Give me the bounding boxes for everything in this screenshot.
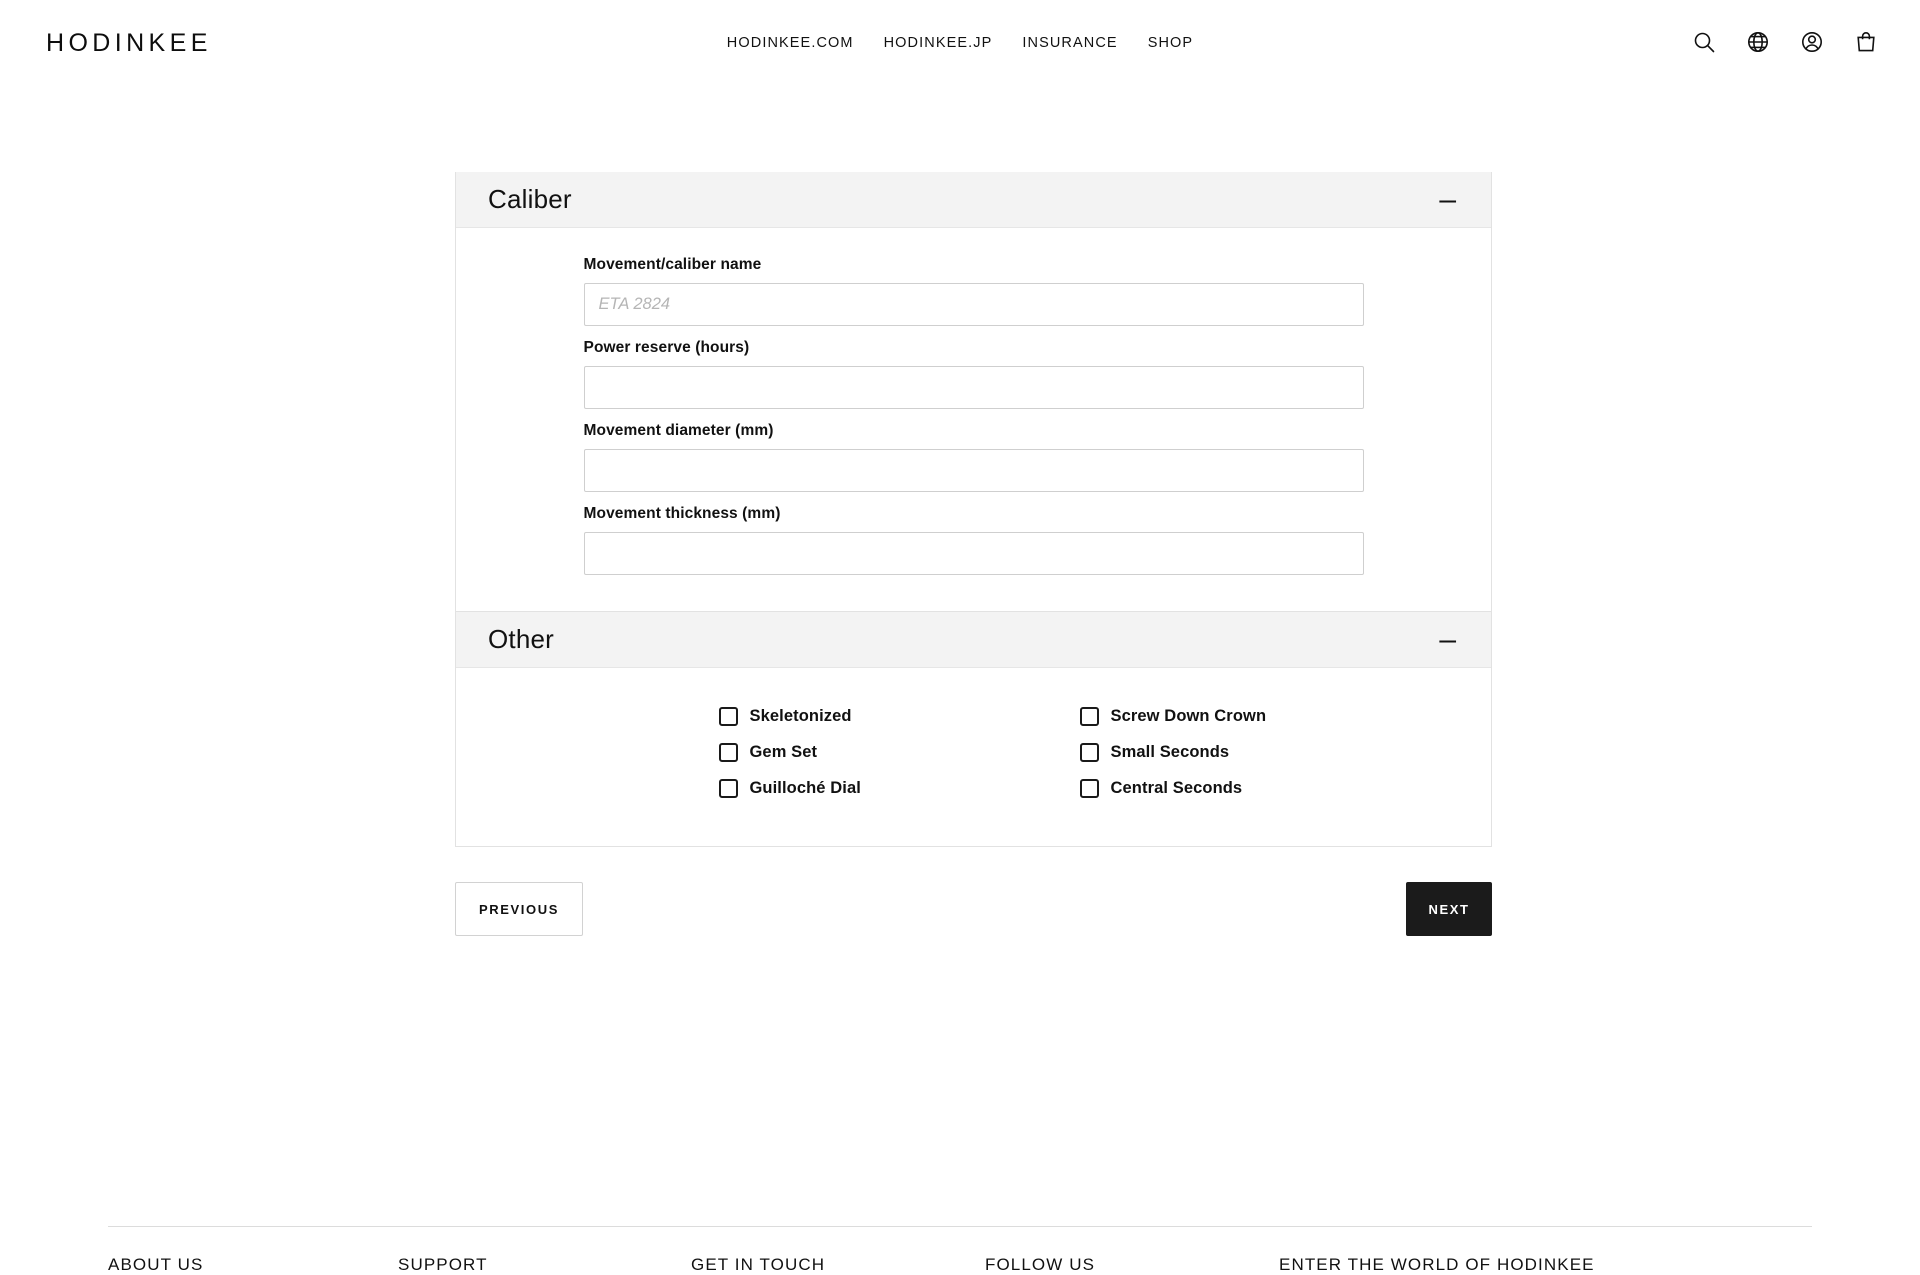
other-options-grid	[584, 696, 1364, 810]
input-movement-caliber-name[interactable]	[584, 283, 1364, 326]
watch-details-form	[455, 172, 1492, 936]
brand-logo[interactable]: HODINKEE	[46, 28, 212, 57]
site-header	[0, 0, 1920, 86]
site-footer	[0, 1226, 1920, 1275]
checkbox-label-skeletonized: Skeletonized	[749, 706, 852, 725]
checkbox-screw-down-crown[interactable]	[1080, 702, 1364, 730]
previous-button[interactable]: PREVIOUS	[455, 882, 583, 936]
checkbox-central-seconds[interactable]	[1080, 774, 1364, 802]
footer-heading-follow-us[interactable]: FOLLOW US	[985, 1255, 1096, 1274]
checkbox-skeletonized[interactable]	[719, 702, 974, 730]
input-movement-thickness[interactable]	[584, 532, 1364, 575]
other-options-left-column	[584, 702, 974, 810]
section-other	[455, 612, 1492, 847]
footer-divider	[108, 1226, 1812, 1227]
search-icon[interactable]	[1692, 30, 1718, 56]
checkbox-box-screw-down-crown[interactable]	[1080, 707, 1099, 726]
checkbox-box-small-seconds[interactable]	[1080, 743, 1099, 762]
field-movement-thickness	[584, 505, 1364, 575]
next-button[interactable]: NEXT	[1406, 882, 1492, 936]
checkbox-gem-set[interactable]	[719, 738, 974, 766]
footer-heading-support[interactable]: SUPPORT	[398, 1255, 488, 1274]
footer-columns	[108, 1255, 1812, 1275]
field-movement-diameter	[584, 422, 1364, 492]
section-body-other	[456, 668, 1491, 846]
label-movement-thickness: Movement thickness (mm)	[583, 505, 781, 522]
section-title-other: Other	[488, 624, 555, 654]
checkbox-label-small-seconds: Small Seconds	[1110, 742, 1230, 761]
nav-item-hodinkee-jp[interactable]: HODINKEE.JP	[883, 35, 993, 51]
section-header-other[interactable]	[456, 612, 1491, 668]
section-title-caliber: Caliber	[488, 184, 572, 214]
footer-heading-get-in-touch[interactable]: GET IN TOUCH	[691, 1255, 826, 1274]
checkbox-box-gem-set[interactable]	[719, 743, 738, 762]
collapse-toggle-caliber-icon[interactable]: –	[1439, 182, 1456, 216]
footer-heading-enter-the-world-of-hodinkee[interactable]: ENTER THE WORLD OF HODINKEE	[1279, 1255, 1595, 1274]
nav-item-insurance[interactable]: INSURANCE	[1022, 35, 1118, 51]
footer-heading-about-us[interactable]: ABOUT US	[108, 1255, 204, 1274]
globe-icon[interactable]	[1746, 30, 1772, 56]
checkbox-box-guilloche-dial[interactable]	[719, 779, 738, 798]
checkbox-label-screw-down-crown: Screw Down Crown	[1110, 706, 1267, 725]
section-header-caliber[interactable]	[456, 172, 1491, 228]
form-navigation	[455, 882, 1492, 936]
header-icon-group	[1692, 30, 1880, 56]
section-caliber	[455, 172, 1492, 612]
label-power-reserve: Power reserve (hours)	[583, 339, 750, 356]
input-power-reserve[interactable]	[584, 366, 1364, 409]
checkbox-guilloche-dial[interactable]	[719, 774, 974, 802]
checkbox-label-central-seconds: Central Seconds	[1110, 778, 1243, 797]
checkbox-box-central-seconds[interactable]	[1080, 779, 1099, 798]
label-movement-caliber-name: Movement/caliber name	[583, 256, 762, 273]
field-power-reserve	[584, 339, 1364, 409]
checkbox-small-seconds[interactable]	[1080, 738, 1364, 766]
collapse-toggle-other-icon[interactable]: –	[1439, 622, 1456, 656]
checkbox-label-guilloche-dial: Guilloché Dial	[749, 778, 861, 797]
input-movement-diameter[interactable]	[584, 449, 1364, 492]
checkbox-label-gem-set: Gem Set	[749, 742, 818, 761]
label-movement-diameter: Movement diameter (mm)	[583, 422, 774, 439]
checkbox-box-skeletonized[interactable]	[719, 707, 738, 726]
section-body-caliber	[456, 228, 1491, 611]
main-nav	[727, 35, 1193, 51]
other-options-right-column	[974, 702, 1364, 810]
nav-item-hodinkee-com[interactable]: HODINKEE.COM	[726, 35, 854, 51]
nav-item-shop[interactable]: SHOP	[1147, 35, 1194, 51]
cart-icon[interactable]	[1854, 30, 1880, 56]
field-movement-caliber-name	[584, 256, 1364, 326]
account-icon[interactable]	[1800, 30, 1826, 56]
